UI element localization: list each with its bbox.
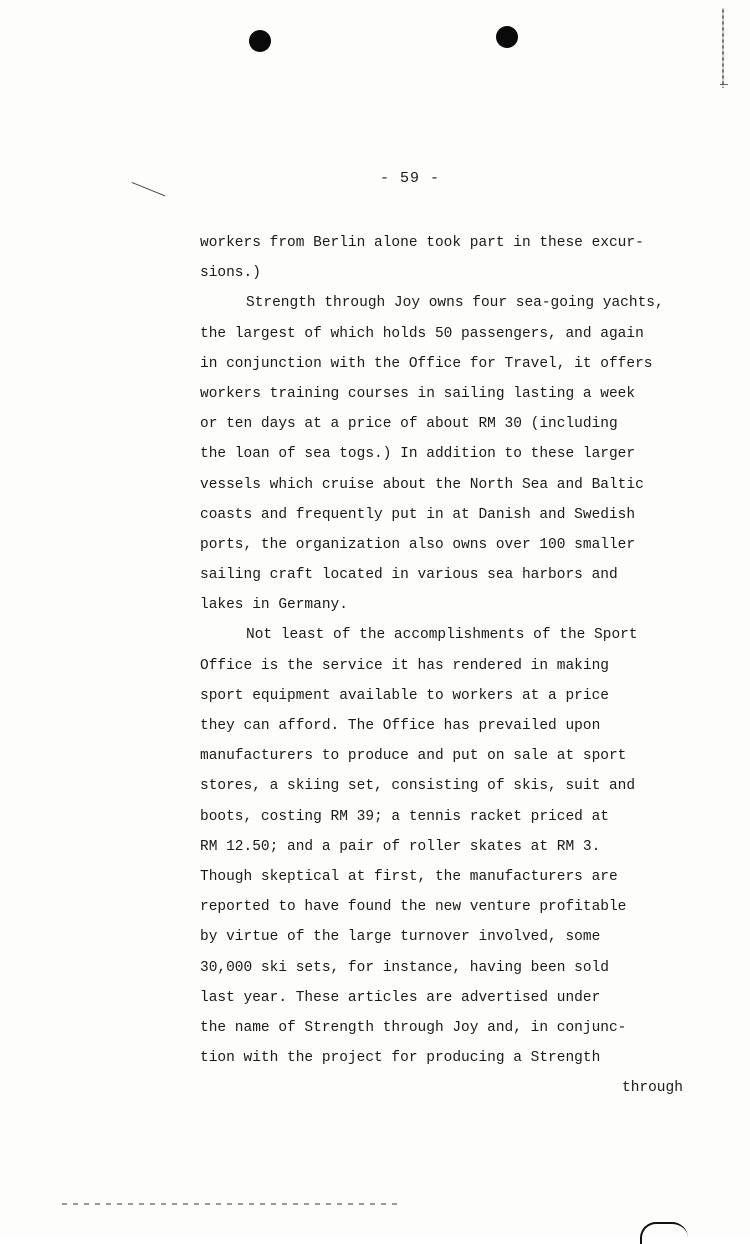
text-line: last year. These articles are advertised under — [200, 989, 601, 1006]
corner-handwritten-mark — [640, 1222, 688, 1244]
paragraph-start-line: Strength through Joy owns four sea-going yachts, — [246, 295, 664, 312]
text-line: vessels which cruise about the North Sea and Baltic — [200, 476, 644, 493]
scratch-mark — [132, 182, 166, 196]
text-line: RM 12.50; and a pair of roller skates at RM 3. — [200, 838, 601, 855]
text-line: sailing craft located in various sea harbors and — [200, 567, 618, 584]
text-line: they can afford. The Office has prevailed upon — [200, 718, 601, 734]
text-line: Though skeptical at first, the manufacturers are — [200, 868, 618, 885]
text-line: boots, costing RM 39; a tennis racket priced at — [200, 808, 609, 825]
text-line: reported to have found the new venture profitable — [200, 899, 627, 916]
text-line: the name of Strength through Joy and, in conjunc- — [200, 1019, 627, 1036]
text-line: sions.) — [200, 265, 261, 282]
text-line: ports, the organization also owns over 100 smaller — [200, 536, 636, 553]
body-text — [200, 228, 670, 1073]
text-line: workers training courses in sailing lasting a week — [200, 385, 636, 402]
text-line: 30,000 ski sets, for instance, having been sold — [200, 959, 609, 976]
text-line: lakes in Germany. — [200, 597, 348, 614]
punch-hole-left — [249, 30, 271, 52]
text-line: coasts and frequently put in at Danish and Swedish — [200, 506, 636, 523]
text-line: Office is the service it has rendered in making — [200, 657, 609, 674]
text-line: tion with the project for producing a Strength — [200, 1050, 601, 1067]
footer-scan-marks — [62, 1203, 402, 1205]
text-line: manufacturers to produce and put on sale at sport — [200, 748, 627, 765]
page-number: - 59 - — [379, 170, 440, 187]
text-line: stores, a skiing set, consisting of skis, suit and — [200, 778, 636, 795]
text-line: in conjunction with the Office for Travel, it offers — [200, 355, 653, 372]
paragraph-start-line: Not least of the accomplishments of the Sport — [246, 627, 638, 644]
text-line: by virtue of the large turnover involved, some — [200, 929, 601, 946]
text-line: sport equipment available to workers at a price — [200, 687, 609, 704]
edge-mark — [720, 84, 728, 85]
text-line: or ten days at a price of about RM 30 (including — [200, 416, 618, 433]
catchword: through — [622, 1080, 683, 1096]
punch-hole-right — [496, 26, 518, 48]
text-line: workers from Berlin alone took part in these excur- — [200, 235, 644, 251]
edge-perforation — [722, 8, 724, 88]
text-line: the largest of which holds 50 passengers, and again — [200, 325, 644, 342]
text-line: the loan of sea togs.) In addition to these larger — [200, 446, 636, 463]
